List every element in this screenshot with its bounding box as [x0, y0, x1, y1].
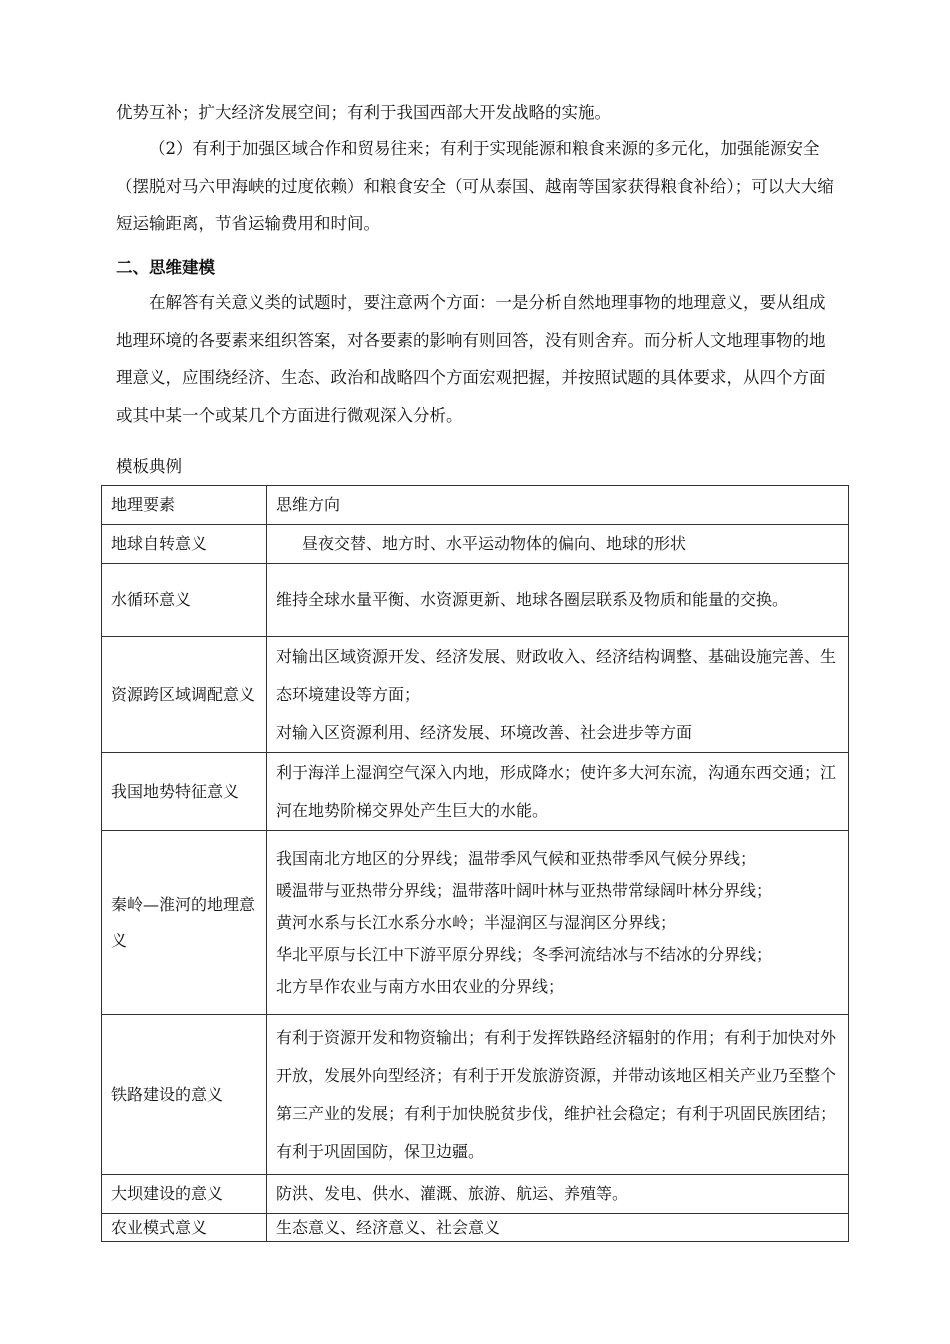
row-line: 暖温带与亚热带分界线；温带落叶阔叶林与亚热带常绿阔叶林分界线； [276, 880, 773, 900]
row-element: 水循环意义 [102, 564, 267, 637]
row-element: 铁路建设的意义 [102, 1015, 267, 1175]
row-direction [267, 525, 849, 564]
table-row [102, 1015, 849, 1175]
row-line: 有利于资源开发和物资输出；有利于发挥铁路经济辐射的作用；有利于加快对外开放，发展外向型经济；有利于开发旅游资源，并带动该地区相关产业乃至整个第三产业的发展；有利于加快脱贫步伐，维护社会稳定；有利于巩固民族团结；有利于巩固国防，保卫边疆。 [276, 1027, 837, 1161]
section-body: 在解答有关意义类的试题时，要注意两个方面：一是分析自然地理事物的地理意义，要从组成地理环境的各要素来组织答案，对各要素的影响有则回答，没有则舍弃。而分析人文地理事物的地理意义，应围绕经济、生态、政治和战略四个方面宏观把握，并按照试题的具体要求，从四个方面或其中某一个或某几个方面进行微观深入分析。 [116, 293, 826, 425]
row-line: 生态意义、经济意义、社会意义 [276, 1217, 501, 1237]
row-direction [267, 564, 849, 637]
row-line: 利于海洋上湿润空气深入内地，形成降水；使许多大河东流，沟通东西交通；江河在地势阶梯交界处产生巨大的水能。 [276, 762, 837, 820]
row-line: 我国南北方地区的分界线；温带季风气候和亚热带季风气候分界线； [276, 848, 757, 868]
row-element: 地球自转意义 [102, 525, 267, 564]
table-row [102, 525, 849, 564]
row-line: 防洪、发电、供水、灌溉、旅游、航运、养殖等。 [276, 1184, 629, 1203]
row-element: 农业模式意义 [102, 1214, 267, 1242]
section-heading: 二、思维建模 [116, 258, 215, 277]
row-direction [267, 637, 849, 753]
row-direction [267, 1214, 849, 1242]
row-line: 对输出区域资源开发、经济发展、财政收入、经济结构调整、基础设施完善、生态环境建设等方面； [276, 646, 837, 704]
table-row [102, 831, 849, 1015]
header-cell-direction: 思维方向 [267, 486, 849, 525]
row-line: 黄河水系与长江水系分水岭；半湿润区与湿润区分界线； [276, 912, 677, 932]
row-element: 大坝建设的意义 [102, 1175, 267, 1214]
table-row [102, 1214, 849, 1242]
row-line: 华北平原与长江中下游平原分界线；冬季河流结冰与不结冰的分界线； [276, 944, 773, 964]
table-row [102, 753, 849, 831]
row-line: 对输入区资源利用、经济发展、环境改善、社会进步等方面 [276, 722, 693, 742]
intro-line-1: 优势互补；扩大经济发展空间；有利于我国西部大开发战略的实施。 [116, 103, 611, 122]
row-direction [267, 1175, 849, 1214]
table-caption: 模板典例 [116, 457, 182, 476]
row-element: 秦岭—淮河的地理意义 [102, 831, 267, 1015]
intro-paragraph-2: （2）有利于加强区域合作和贸易往来；有利于实现能源和粮食来源的多元化，加强能源安全（摆脱对马六甲海峡的过度依赖）和粮食安全（可从泰国、越南等国家获得粮食补给）；可以大大缩短运输距离，节省运输费用和时间。 [116, 139, 834, 233]
row-line: 维持全球水量平衡、水资源更新、地球各圈层联系及物质和能量的交换。 [276, 590, 789, 609]
table-row [102, 564, 849, 637]
row-line: 北方旱作农业与南方水田农业的分界线； [276, 976, 565, 996]
header-cell-element: 地理要素 [102, 486, 267, 525]
row-direction [267, 831, 849, 1015]
table-row [102, 1175, 849, 1214]
row-element: 我国地势特征意义 [102, 753, 267, 831]
row-element: 资源跨区域调配意义 [102, 637, 267, 753]
row-line: 昼夜交替、地方时、水平运动物体的偏向、地球的形状 [302, 534, 687, 553]
row-direction [267, 1015, 849, 1175]
row-direction [267, 753, 849, 831]
template-table [101, 485, 849, 1242]
table-header-row [102, 486, 849, 525]
table-row [102, 637, 849, 753]
